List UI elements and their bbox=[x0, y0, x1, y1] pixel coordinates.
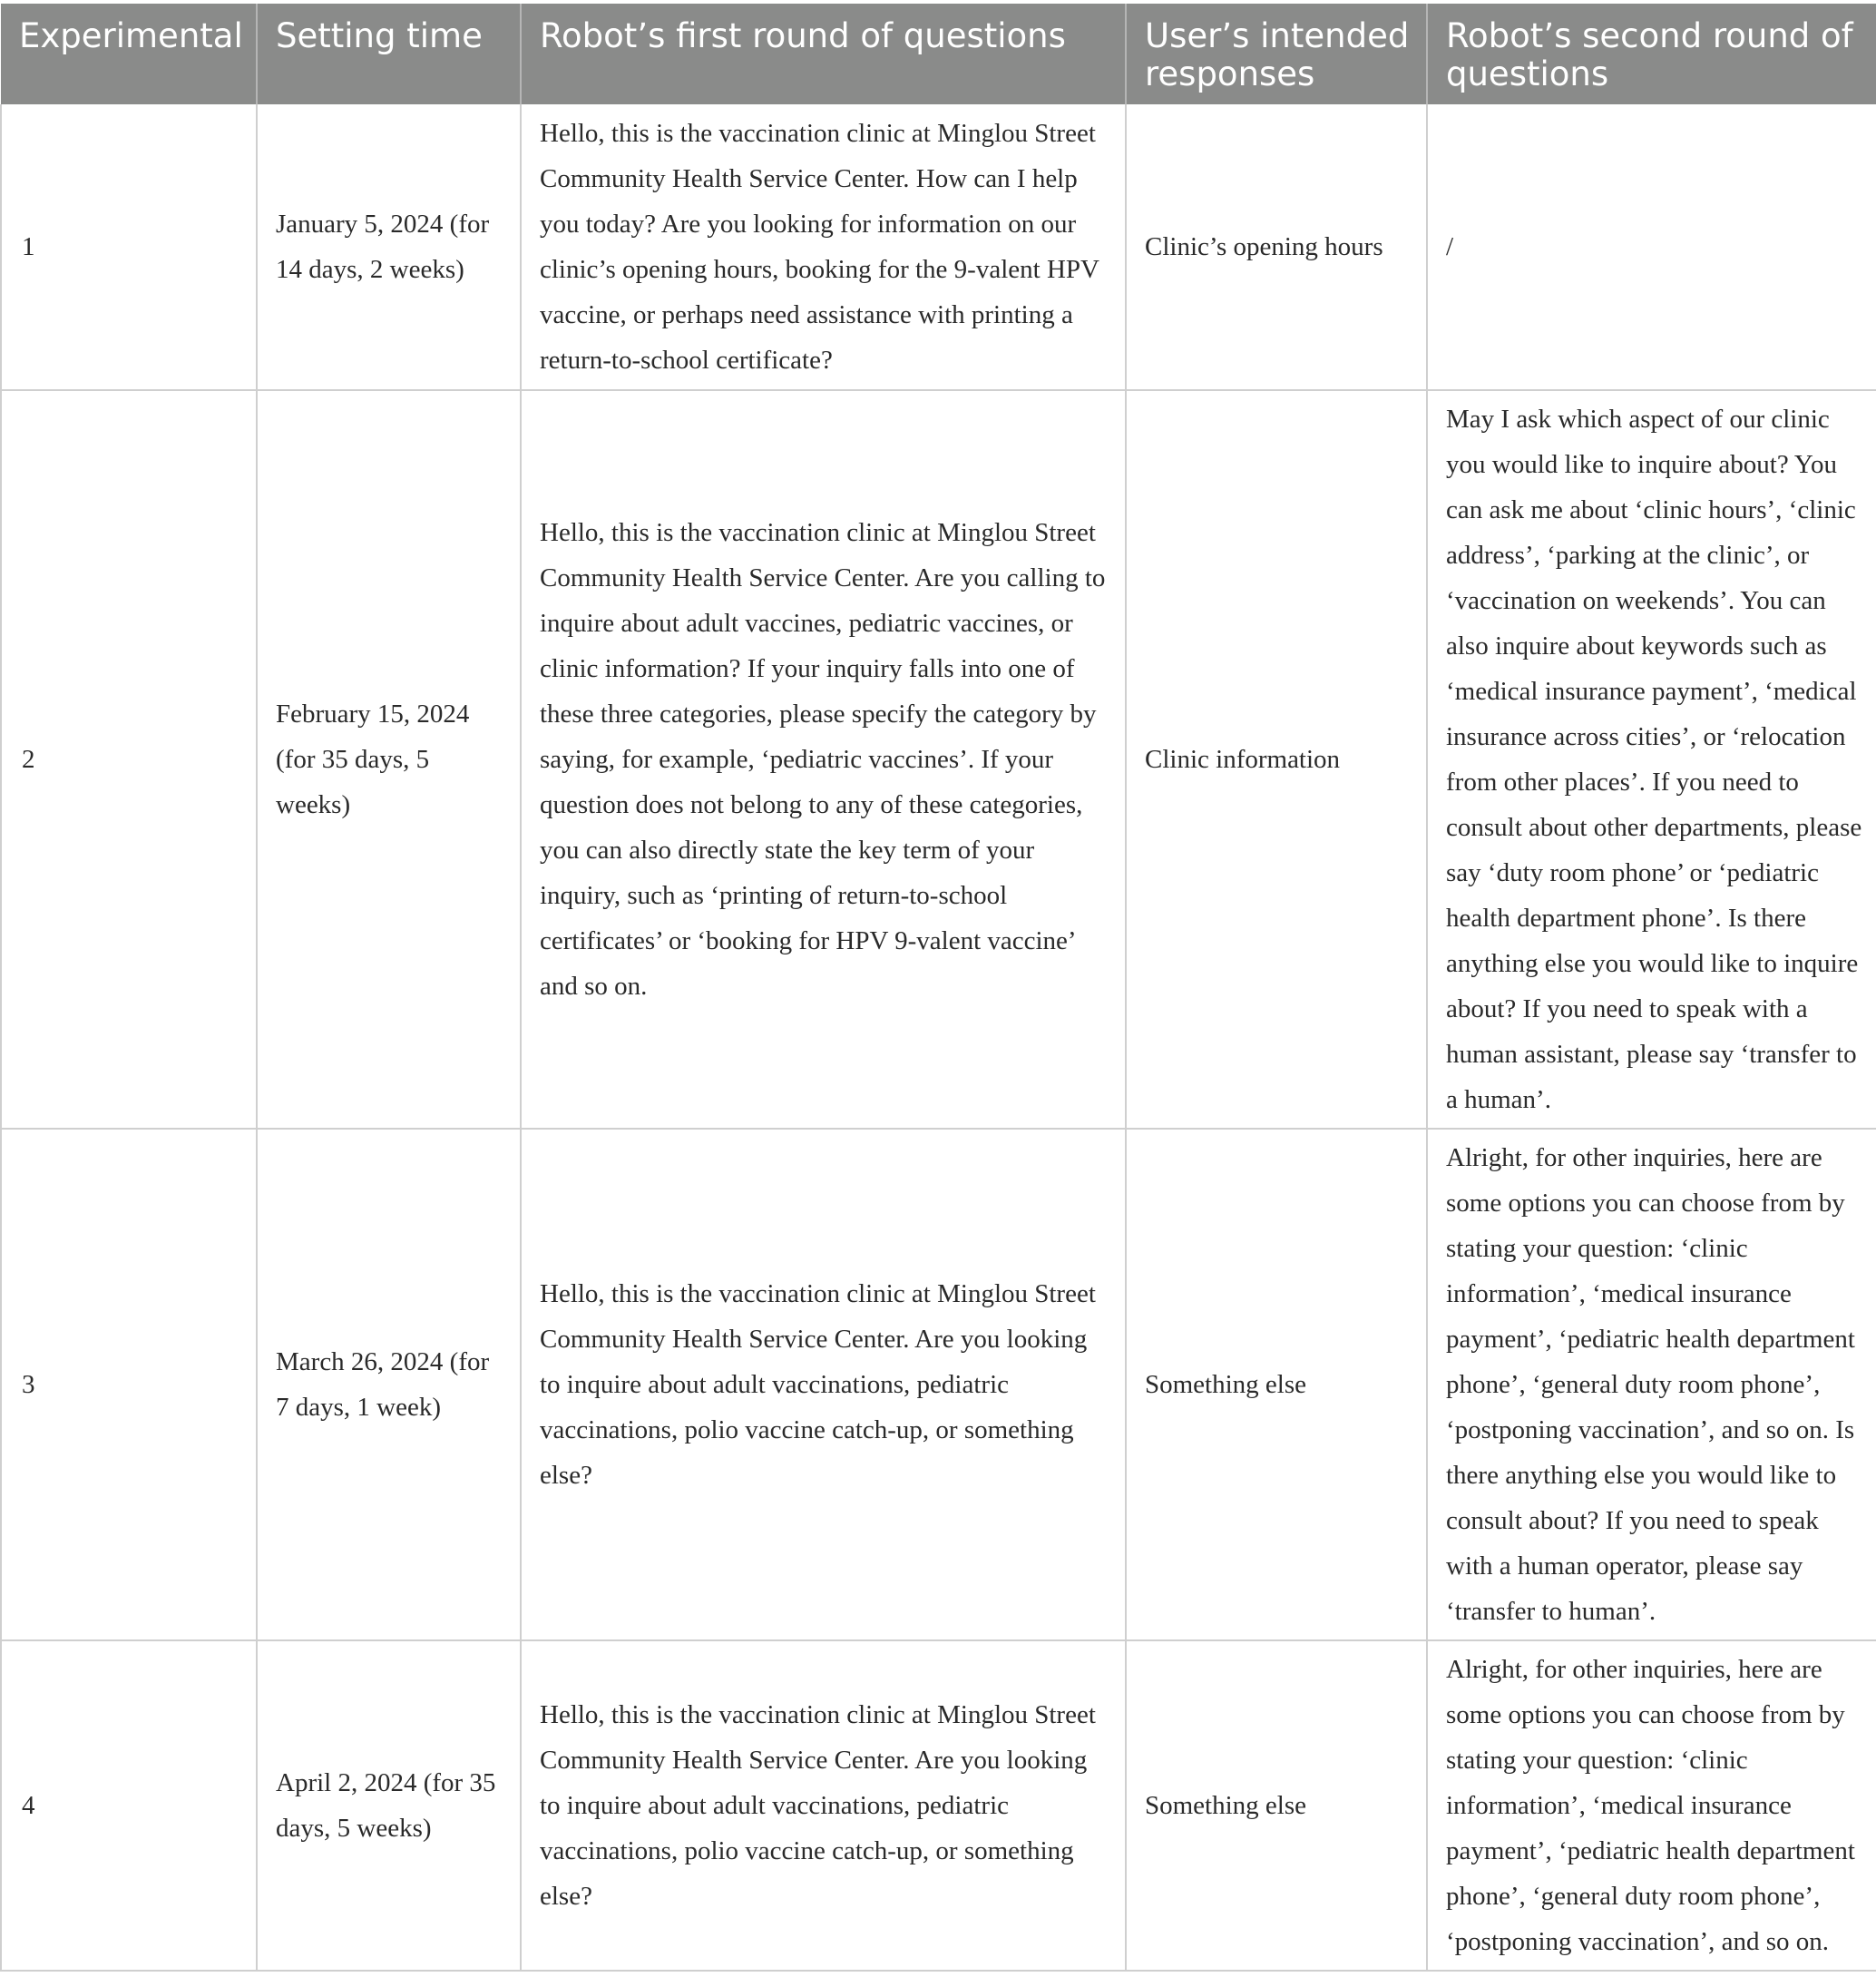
experiment-table-container bbox=[0, 4, 1876, 1972]
column-header-setting-time: Setting time bbox=[257, 4, 521, 104]
cell-intended-response: Something else bbox=[1126, 1129, 1427, 1640]
cell-intended-response: Clinic information bbox=[1126, 390, 1427, 1129]
cell-second-round: Alright, for other inquiries, here are some options you can choose from by stating your question: ‘clinic information’, ‘medical insurance payment’, ‘pediatric health department phone’, ‘general duty room phone’, ‘postponing vaccination’, and so on. bbox=[1427, 1640, 1876, 1971]
cell-first-round: Hello, this is the vaccination clinic at Minglou Street Community Health Service Center. How can I help you today? Are you looking for information on our clinic’s opening hours, booking for the 9-valent HPV vaccine, or perhaps need assistance with printing a return-to-school certificate? bbox=[521, 104, 1126, 390]
column-header-intended-response: User’s intended responses bbox=[1126, 4, 1427, 104]
cell-experimental: 3 bbox=[1, 1129, 257, 1640]
cell-second-round: May I ask which aspect of our clinic you would like to inquire about? You can ask me about ‘clinic hours’, ‘clinic address’, ‘parking at the clinic’, or ‘vaccination on weekends’. You can also inquire about keywords such as ‘medical insurance payment’, ‘medical insurance across cities’, or ‘relocation from other places’. If you need to consult about other departments, please say ‘duty room phone’ or ‘pediatric health department phone’. Is there anything else you would like to inquire about? If you need to speak with a human assistant, please say ‘transfer to a human’. bbox=[1427, 390, 1876, 1129]
cell-experimental: 2 bbox=[1, 390, 257, 1129]
table-row bbox=[1, 104, 1876, 390]
cell-intended-response: Something else bbox=[1126, 1640, 1427, 1971]
cell-first-round: Hello, this is the vaccination clinic at Minglou Street Community Health Service Center. Are you looking to inquire about adult vaccinations, pediatric vaccinations, polio vaccine catch-up, or something else? bbox=[521, 1129, 1126, 1640]
table-body bbox=[1, 104, 1876, 1971]
column-header-first-round: Robot’s first round of questions bbox=[521, 4, 1126, 104]
column-header-second-round: Robot’s second round of questions bbox=[1427, 4, 1876, 104]
table-header bbox=[1, 4, 1876, 104]
header-row bbox=[1, 4, 1876, 104]
cell-second-round: Alright, for other inquiries, here are some options you can choose from by stating your question: ‘clinic information’, ‘medical insurance payment’, ‘pediatric health department phone’, ‘general duty room phone’, ‘postponing vaccination’, and so on. Is there anything else you would like to consult about? If you need to speak with a human operator, please say ‘transfer to human’. bbox=[1427, 1129, 1876, 1640]
cell-experimental: 4 bbox=[1, 1640, 257, 1971]
cell-intended-response: Clinic’s opening hours bbox=[1126, 104, 1427, 390]
cell-setting-time: February 15, 2024 (for 35 days, 5 weeks) bbox=[257, 390, 521, 1129]
table-row bbox=[1, 1129, 1876, 1640]
column-header-experimental: Experimental bbox=[1, 4, 257, 104]
cell-second-round: / bbox=[1427, 104, 1876, 390]
cell-first-round: Hello, this is the vaccination clinic at Minglou Street Community Health Service Center. Are you calling to inquire about adult vaccines, pediatric vaccines, or clinic information? If your inquiry falls into one of these three categories, please specify the category by saying, for example, ‘pediatric vaccines’. If your question does not belong to any of these categories, you can also directly state the key term of your inquiry, such as ‘printing of return-to-school certificates’ or ‘booking for HPV 9-valent vaccine’ and so on. bbox=[521, 390, 1126, 1129]
cell-setting-time: March 26, 2024 (for 7 days, 1 week) bbox=[257, 1129, 521, 1640]
table-row bbox=[1, 1640, 1876, 1971]
cell-setting-time: January 5, 2024 (for 14 days, 2 weeks) bbox=[257, 104, 521, 390]
cell-first-round: Hello, this is the vaccination clinic at Minglou Street Community Health Service Center. Are you looking to inquire about adult vaccinations, pediatric vaccinations, polio vaccine catch-up, or something else? bbox=[521, 1640, 1126, 1971]
experiment-table bbox=[0, 4, 1876, 1972]
cell-setting-time: April 2, 2024 (for 35 days, 5 weeks) bbox=[257, 1640, 521, 1971]
cell-experimental: 1 bbox=[1, 104, 257, 390]
table-row bbox=[1, 390, 1876, 1129]
